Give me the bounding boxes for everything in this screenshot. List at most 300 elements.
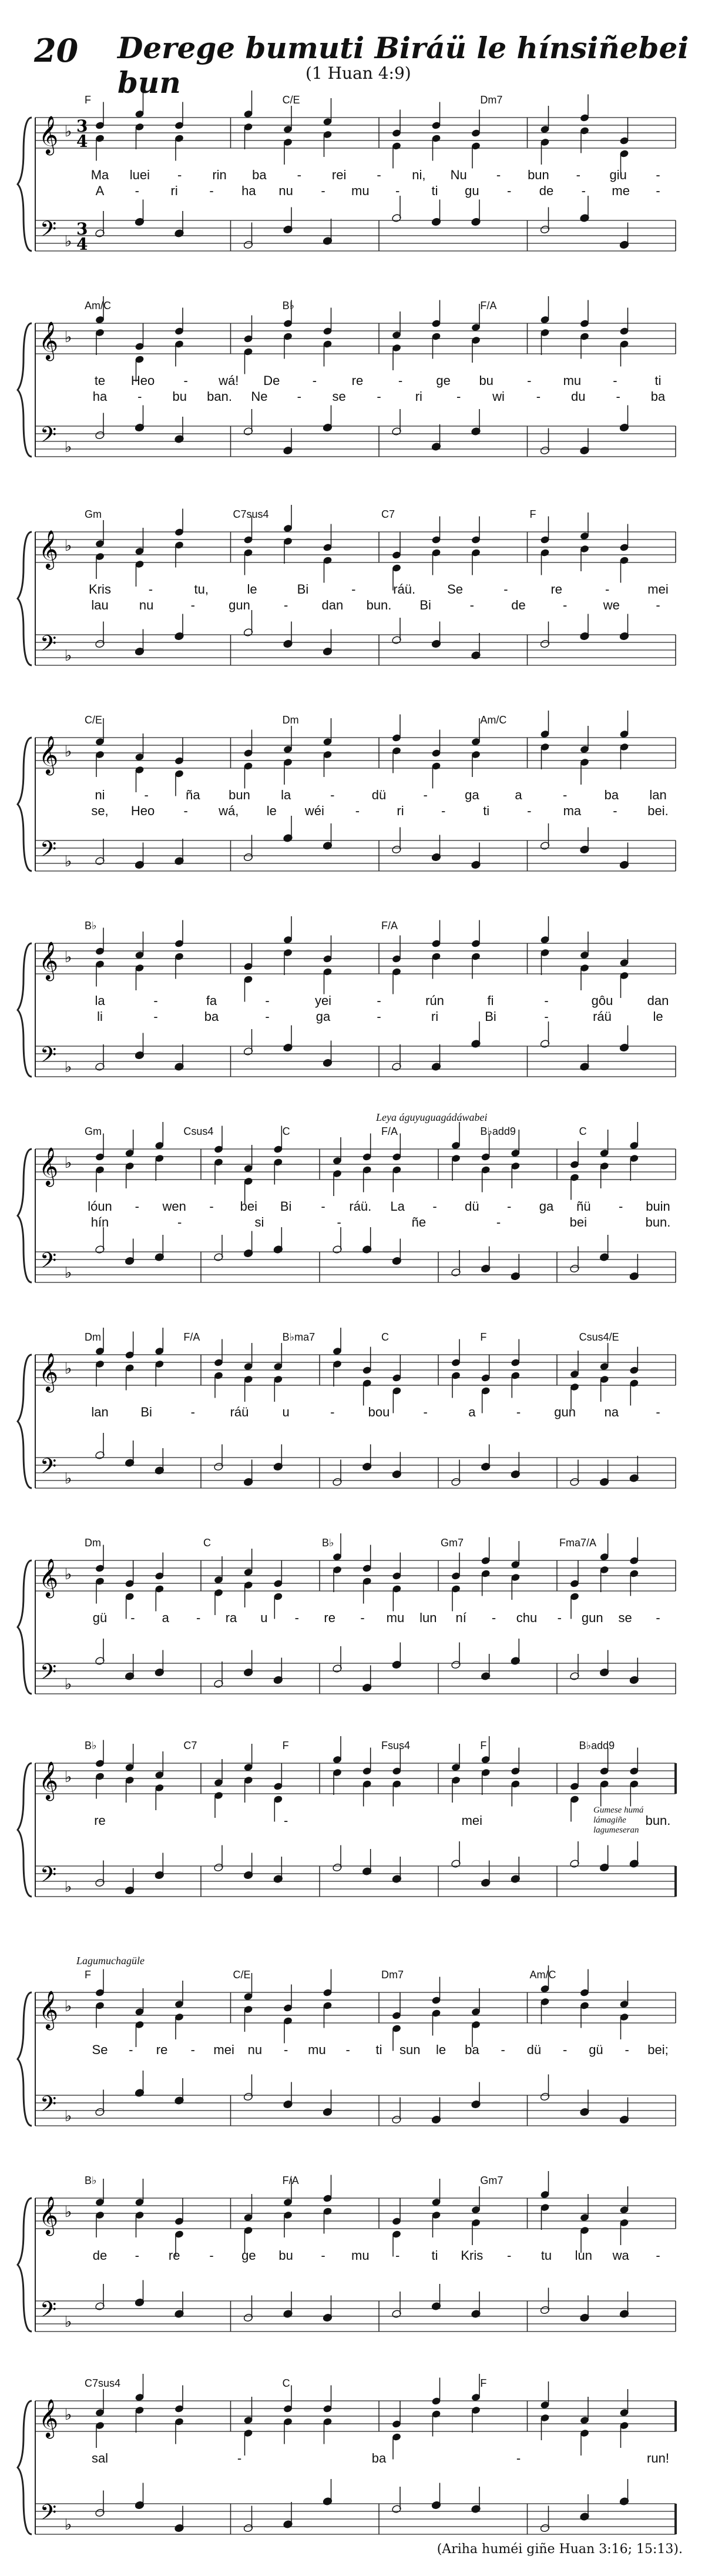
lyric-syllable: lau	[91, 598, 109, 612]
lyric-syllable: re	[324, 1610, 335, 1625]
key-flat-icon: ♭	[65, 2108, 72, 2125]
lyric-syllable: -	[321, 183, 325, 198]
chord-symbol: B♭ma7	[282, 1331, 315, 1343]
treble-staff	[35, 738, 676, 768]
chord-symbol: F/A	[282, 2175, 299, 2186]
lyric-syllable: Bi	[280, 1199, 292, 1214]
time-signature: 4	[76, 132, 88, 151]
chord-symbol: Gm	[85, 1125, 102, 1137]
lyric-syllable: -	[516, 1405, 521, 1419]
lyric-syllable: bun.	[366, 598, 392, 612]
performance-direction: Lagumuchagüle	[76, 1955, 145, 1967]
chord-symbol: F/A	[381, 920, 398, 932]
key-flat-icon: ♭	[65, 1154, 72, 1172]
lyric-syllable: u	[282, 1405, 290, 1419]
lyric-syllable: -	[130, 1610, 135, 1625]
key-flat-icon: ♭	[65, 1470, 72, 1488]
key-flat-icon: ♭	[65, 438, 72, 456]
lyric-syllable: -	[312, 373, 317, 388]
lyric-syllable: -	[135, 183, 139, 198]
lyric-syllable: -	[656, 168, 660, 182]
lyric-syllable: lun	[419, 1610, 437, 1625]
chord-symbol: C	[203, 1537, 211, 1549]
lyric-syllable: gun	[229, 598, 250, 612]
lyric-syllable: -	[377, 993, 381, 1008]
lyric-syllable: -	[283, 2042, 288, 2057]
bass-clef-icon: 𝄢	[40, 217, 57, 247]
lyric-syllable: Kris	[89, 582, 111, 597]
music-system-3	[0, 503, 705, 702]
lyric-syllable: mei	[461, 1813, 483, 1828]
lyric-syllable: de	[92, 2248, 108, 2263]
lyric-syllable: -	[656, 1610, 660, 1625]
lyric-syllable: ha	[241, 183, 256, 198]
lyric-syllable: -	[527, 373, 532, 388]
lyric-syllable: me	[612, 183, 630, 198]
lyric-line-verse-1	[0, 1199, 705, 1215]
treble-clef-icon: 𝄞	[39, 2196, 59, 2235]
bass-staff	[35, 426, 676, 457]
key-flat-icon: ♭	[65, 1768, 72, 1786]
treble-clef-icon: 𝄞	[39, 1559, 59, 1597]
staff-graphic	[0, 1325, 705, 1525]
lyric-syllable: le	[247, 582, 257, 597]
treble-staff	[35, 1992, 676, 2023]
lyric-syllable: -	[183, 803, 188, 818]
bass-staff	[35, 2301, 676, 2332]
lyric-syllable: ra	[225, 1610, 237, 1625]
lyric-syllable: gu	[465, 183, 479, 198]
chord-symbol: Csus4/E	[579, 1331, 619, 1343]
chord-symbol: F	[529, 508, 536, 520]
lyric-syllable: -	[516, 2451, 521, 2466]
lyric-syllable: -	[469, 598, 474, 612]
music-system-6	[0, 1111, 705, 1319]
lyric-syllable: -	[377, 168, 381, 182]
lyric-syllable: wi	[492, 389, 505, 404]
treble-clef-icon: 𝄞	[39, 1991, 59, 2029]
performance-direction: Leya águyuguagádáwabei	[376, 1111, 488, 1123]
lyric-syllable: lan	[91, 1405, 109, 1419]
lyric-syllable: -	[209, 2248, 214, 2263]
lyric-line-verse-2	[0, 598, 705, 614]
lyric-syllable: -	[618, 1199, 623, 1214]
time-signature: 3	[76, 116, 88, 136]
lyric-syllable: ráü.	[349, 1199, 372, 1214]
lyric-syllable: dü	[371, 788, 387, 802]
lyric-syllable: bun.	[645, 1813, 671, 1828]
chord-symbol: F/A	[480, 300, 497, 311]
lyric-syllable: buin	[646, 1199, 670, 1214]
lyric-line-verse-1	[0, 582, 705, 598]
lyric-syllable: wa	[612, 2248, 629, 2263]
lyric-syllable: bei.	[647, 803, 669, 818]
bass-staff	[35, 2504, 676, 2534]
lyric-syllable: ban.	[207, 389, 232, 404]
lyric-syllable: rei	[331, 168, 347, 182]
lyric-syllable: ñe	[411, 1215, 427, 1230]
lyric-line-verse-2	[0, 389, 705, 406]
key-flat-icon: ♭	[65, 123, 72, 140]
lyric-syllable: A	[95, 183, 105, 198]
lyric-syllable: sun	[400, 2042, 421, 2057]
lyric-syllable: -	[423, 1405, 428, 1419]
lyric-syllable: -	[190, 2042, 195, 2057]
lyric-syllable: -	[544, 993, 549, 1008]
margin-note-line: Gumese humá	[593, 1805, 644, 1815]
treble-staff	[35, 118, 676, 148]
lyric-syllable: bei;	[647, 2042, 669, 2057]
lyric-syllable: -	[330, 1405, 335, 1419]
lyric-syllable: Nu	[450, 168, 467, 182]
bass-clef-icon: 𝄢	[40, 631, 57, 661]
lyric-syllable: -	[441, 803, 446, 818]
lyric-syllable: -	[536, 389, 541, 404]
chord-symbol: F	[282, 1740, 289, 1751]
lyric-syllable: -	[398, 373, 403, 388]
chord-symbol: Gm7	[480, 2175, 503, 2186]
lyric-syllable: gü	[92, 1610, 108, 1625]
lyric-syllable: -	[190, 1405, 195, 1419]
lyric-syllable: nu	[278, 183, 293, 198]
lyric-syllable: -	[209, 1199, 214, 1214]
system-brace	[18, 1355, 32, 1488]
lyric-syllable: la	[95, 993, 105, 1008]
margin-note-line: lámagiñe	[593, 1815, 626, 1825]
lyric-syllable: de	[511, 598, 526, 612]
lyric-syllable: la	[281, 788, 291, 802]
lyric-syllable: le	[653, 1009, 663, 1024]
music-system-7	[0, 1325, 705, 1525]
treble-staff	[35, 943, 676, 974]
lyric-syllable: bei	[240, 1199, 258, 1214]
lyric-syllable: ba	[604, 788, 619, 802]
lyric-syllable: -	[423, 788, 428, 802]
lyric-syllable: -	[576, 168, 580, 182]
lyric-syllable: -	[144, 788, 149, 802]
lyric-syllable: ge	[436, 373, 451, 388]
lyric-syllable: ti	[431, 183, 438, 198]
bass-clef-icon: 𝄢	[40, 2092, 57, 2122]
treble-staff	[35, 532, 676, 562]
lyric-syllable: -	[377, 1009, 381, 1024]
bass-staff	[35, 1252, 676, 1282]
lyric-line-verse-2	[0, 803, 705, 820]
lyric-syllable: Heo	[130, 373, 155, 388]
lyric-line-verse-1	[0, 993, 705, 1010]
scripture-reference: (1 Huan 4:9)	[306, 63, 411, 83]
chord-symbol: F	[480, 1740, 487, 1751]
hymn-title: Derege bumuti Biráü le hínsiñebei bun	[118, 31, 689, 100]
lyric-syllable: se	[618, 1610, 632, 1625]
lyric-syllable: le	[435, 2042, 446, 2057]
staff-graphic	[0, 2371, 705, 2571]
music-system-1	[0, 88, 705, 288]
chord-symbol: Dm	[282, 714, 299, 726]
lyric-syllable: ba	[252, 168, 267, 182]
lyric-syllable: -	[562, 788, 568, 802]
bass-clef-icon: 𝄢	[40, 2297, 57, 2327]
lyric-syllable: ni,	[412, 168, 426, 182]
lyric-syllable: -	[562, 598, 568, 612]
staff-graphic	[0, 1963, 705, 2163]
lyric-syllable: se,	[91, 803, 109, 818]
chord-symbol: Csus4	[183, 1125, 214, 1137]
lyric-syllable: ga	[539, 1199, 554, 1214]
key-flat-icon: ♭	[65, 2313, 72, 2331]
lyric-syllable: Bi	[140, 1405, 152, 1419]
footer-reference: (Ariha huméi giñe Huan 3:16; 15:13).	[437, 2542, 683, 2557]
lyric-syllable: -	[265, 993, 270, 1008]
lyric-syllable: -	[656, 2248, 660, 2263]
bass-clef-icon: 𝄢	[40, 1454, 57, 1484]
lyric-syllable: -	[177, 168, 182, 182]
lyric-syllable: -	[135, 2248, 139, 2263]
lyric-line-verse-1	[0, 1610, 705, 1627]
lyric-syllable: ri	[431, 1009, 439, 1024]
lyric-syllable: bu	[479, 373, 494, 388]
lyric-syllable: du	[571, 389, 586, 404]
lyric-syllable: wá,	[219, 803, 239, 818]
lyric-syllable: Bi	[419, 598, 431, 612]
lyric-syllable: gun	[581, 1610, 603, 1625]
lyric-syllable: -	[237, 2451, 242, 2466]
chord-symbol: B♭	[282, 300, 295, 311]
chord-symbol: B♭	[85, 1740, 97, 1751]
lyric-syllable: ga	[315, 1009, 331, 1024]
lyric-syllable: we	[603, 598, 620, 612]
treble-staff	[35, 323, 676, 354]
key-flat-icon: ♭	[65, 233, 72, 250]
lyric-syllable: -	[377, 389, 381, 404]
lyric-syllable: na	[604, 1405, 619, 1419]
lyric-syllable: ba	[650, 389, 666, 404]
lyric-syllable: Se	[92, 2042, 108, 2057]
lyric-syllable: ba	[465, 2042, 479, 2057]
lyric-syllable: Heo	[130, 803, 155, 818]
chord-symbol: B♭	[322, 1537, 334, 1549]
lyric-syllable: -	[283, 598, 288, 612]
lyric-line-verse-1	[0, 2451, 705, 2467]
lyric-syllable: dan	[321, 598, 344, 612]
lyric-syllable: -	[196, 1610, 201, 1625]
lyric-syllable: hín	[90, 1215, 109, 1230]
lyric-syllable: ri	[397, 803, 404, 818]
lyric-syllable: -	[506, 2248, 512, 2263]
lyric-syllable: -	[496, 168, 501, 182]
lyric-syllable: chu	[516, 1610, 538, 1625]
lyric-syllable: La	[390, 1199, 405, 1214]
lyric-syllable: -	[294, 1610, 299, 1625]
treble-clef-icon: 𝄞	[39, 1147, 59, 1185]
key-flat-icon: ♭	[65, 1360, 72, 1378]
lyric-line-verse-1	[0, 2042, 705, 2059]
lyric-syllable: ti	[483, 803, 490, 818]
lyric-syllable: -	[527, 803, 532, 818]
lyric-syllable: -	[544, 1009, 549, 1024]
lyric-syllable: Kris	[461, 2248, 484, 2263]
lyric-syllable: a	[162, 1610, 169, 1625]
key-flat-icon: ♭	[65, 1998, 72, 2015]
hymn-number: 20	[34, 32, 79, 69]
lyric-syllable: bei	[569, 1215, 587, 1230]
lyric-syllable: -	[491, 1610, 496, 1625]
treble-clef-icon: 𝄞	[39, 321, 59, 360]
lyric-line-verse-1	[0, 1405, 705, 1421]
lyric-syllable: re	[156, 2042, 168, 2057]
lyric-syllable: giu	[609, 168, 627, 182]
lyric-syllable: ráü	[593, 1009, 612, 1024]
lyric-syllable: wá!	[219, 373, 239, 388]
treble-clef-icon: 𝄞	[39, 530, 59, 568]
lyric-syllable: ní	[455, 1610, 466, 1625]
lyric-line-verse-2	[0, 1215, 705, 1231]
chord-symbol: Fsus4	[381, 1740, 411, 1751]
lyric-syllable: bun.	[645, 1215, 671, 1230]
lyric-line-verse-1	[0, 168, 705, 184]
lyric-syllable: -	[135, 1199, 139, 1214]
bass-clef-icon: 𝄢	[40, 423, 57, 453]
lyric-syllable: ña	[186, 788, 200, 802]
staff-graphic	[0, 2169, 705, 2369]
key-flat-icon: ♭	[65, 329, 72, 346]
lyric-syllable: -	[496, 1215, 501, 1230]
lyric-syllable: dü	[526, 2042, 542, 2057]
lyric-syllable: -	[321, 2248, 325, 2263]
chord-symbol: Dm	[85, 1537, 101, 1549]
lyric-syllable: -	[190, 598, 195, 612]
key-flat-icon: ♭	[65, 1566, 72, 1583]
lyric-syllable: -	[562, 2042, 568, 2057]
bass-staff	[35, 840, 676, 871]
lyric-syllable: -	[355, 803, 360, 818]
lyric-syllable: -	[506, 183, 512, 198]
lyric-line-verse-1	[0, 788, 705, 804]
chord-symbol: Dm7	[480, 94, 503, 106]
system-brace	[18, 1763, 32, 1897]
bass-staff	[35, 220, 676, 251]
lyric-syllable: -	[265, 1009, 270, 1024]
lyric-syllable: -	[345, 2042, 350, 2057]
lyric-syllable: ma	[563, 803, 582, 818]
lyric-syllable: De	[263, 373, 280, 388]
lyric-syllable: a	[515, 788, 522, 802]
lyric-line-verse-1	[0, 2248, 705, 2265]
lyric-syllable: mu	[351, 183, 370, 198]
lyric-syllable: -	[625, 2042, 629, 2057]
chord-symbol: Am/C	[480, 714, 507, 726]
lyric-syllable: ri	[415, 389, 422, 404]
lyric-syllable: u	[260, 1610, 268, 1625]
key-flat-icon: ♭	[65, 2203, 72, 2221]
chord-symbol: C/E	[233, 1969, 251, 1981]
lyric-syllable: a	[468, 1405, 476, 1419]
lyric-syllable: rin	[212, 168, 227, 182]
chord-symbol: F	[480, 2377, 487, 2389]
lyric-syllable: sal	[91, 2451, 109, 2466]
chord-symbol: B♭add9	[579, 1740, 615, 1751]
bass-clef-icon: 𝄢	[40, 1863, 57, 1892]
chord-symbol: F/A	[183, 1331, 200, 1343]
bass-clef-icon: 𝄢	[40, 1043, 57, 1073]
lyric-syllable: Bi	[297, 582, 309, 597]
lyric-syllable: -	[656, 1405, 660, 1419]
lyric-syllable: -	[183, 373, 188, 388]
lyric-syllable: lan	[649, 788, 667, 802]
chord-symbol: Gm	[85, 508, 102, 520]
lyric-syllable: -	[656, 598, 660, 612]
lyric-syllable: -	[613, 803, 617, 818]
lyric-syllable: ga	[465, 788, 479, 802]
lyric-syllable: -	[656, 183, 660, 198]
chord-symbol: C	[282, 2377, 290, 2389]
bass-clef-icon: 𝄢	[40, 2500, 57, 2530]
lyric-syllable: -	[177, 1215, 182, 1230]
lyric-syllable: dan	[647, 993, 669, 1008]
lyric-syllable: gun	[554, 1405, 576, 1419]
lyric-syllable: ba	[371, 2451, 387, 2466]
key-flat-icon: ♭	[65, 1264, 72, 1282]
chord-symbol: B♭	[85, 2175, 97, 2186]
chord-symbol: Dm7	[381, 1969, 404, 1981]
music-system-11	[0, 2169, 705, 2369]
lyric-line-verse-1	[0, 373, 705, 390]
treble-clef-icon: 𝄞	[39, 116, 59, 154]
music-system-9	[0, 1734, 705, 1934]
lyric-syllable: -	[613, 373, 617, 388]
lyric-syllable: tu,	[194, 582, 209, 597]
lyric-syllable: ráü.	[393, 582, 416, 597]
key-flat-icon: ♭	[65, 853, 72, 870]
treble-staff	[35, 2198, 676, 2229]
lyric-syllable: re	[94, 1813, 106, 1828]
lyric-syllable: bou	[368, 1405, 390, 1419]
chord-symbol: C	[282, 1125, 290, 1137]
lyric-line-verse-2	[0, 183, 705, 200]
chord-symbol: C7sus4	[85, 2377, 121, 2389]
lyric-syllable: -	[153, 993, 158, 1008]
lyric-syllable: fa	[206, 993, 217, 1008]
lyric-syllable: ti	[375, 2042, 382, 2057]
lyric-syllable: -	[432, 1199, 437, 1214]
lyric-syllable: gü	[589, 2042, 603, 2057]
lyric-syllable: wen	[162, 1199, 186, 1214]
lyric-syllable: bu	[278, 2248, 293, 2263]
lyric-syllable: -	[557, 1610, 562, 1625]
lyric-syllable: rún	[425, 993, 444, 1008]
lyric-syllable: -	[153, 1009, 158, 1024]
lyric-syllable: -	[351, 582, 356, 597]
lyric-syllable: -	[616, 389, 620, 404]
chord-symbol: B♭add9	[480, 1125, 516, 1137]
lyric-syllable: dü	[465, 1199, 479, 1214]
lyric-syllable: -	[297, 168, 301, 182]
lyric-syllable: -	[137, 389, 142, 404]
lyric-syllable: -	[337, 1215, 341, 1230]
lyric-syllable: -	[321, 1199, 325, 1214]
key-flat-icon: ♭	[65, 1676, 72, 1693]
lyric-syllable: bun	[528, 168, 549, 182]
lyric-syllable: -	[129, 2042, 133, 2057]
music-system-12	[0, 2371, 705, 2571]
lyric-syllable: ñü	[576, 1199, 591, 1214]
margin-note	[593, 1805, 643, 1835]
lyric-syllable: -	[503, 582, 508, 597]
chord-symbol: Dm	[85, 1331, 101, 1343]
lyric-syllable: re	[351, 373, 364, 388]
lyric-syllable: -	[283, 1813, 288, 1828]
lyric-syllable: mu	[308, 2042, 326, 2057]
